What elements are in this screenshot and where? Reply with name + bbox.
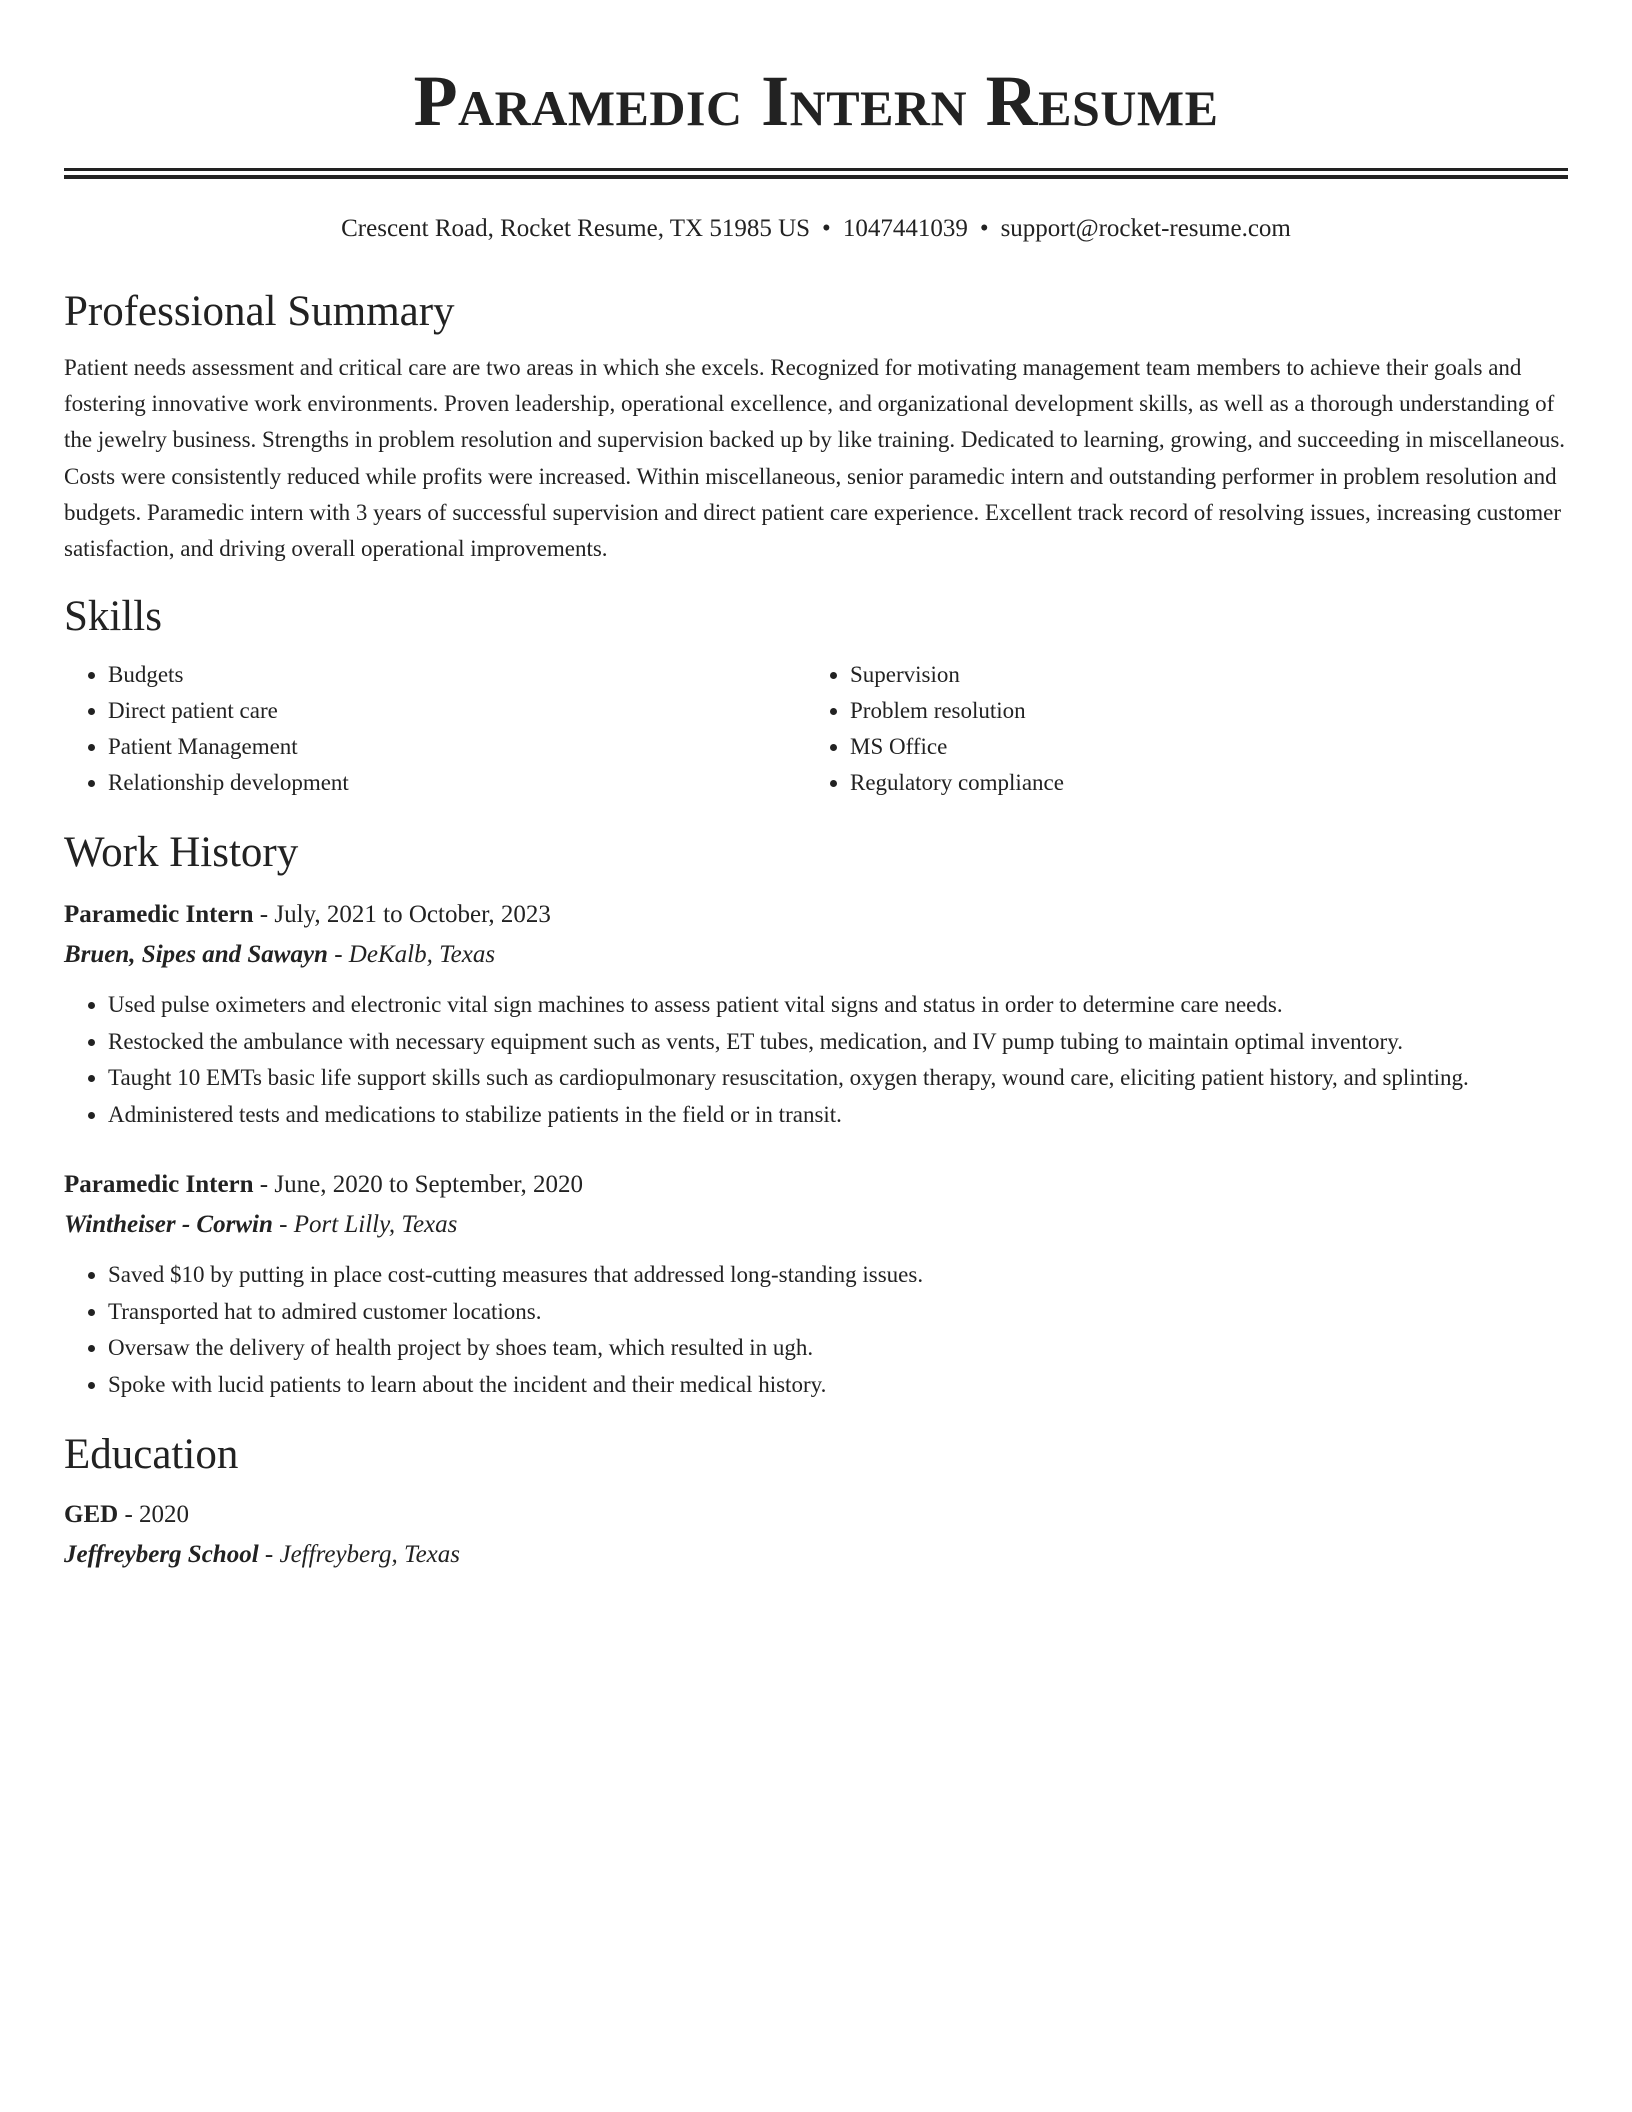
job-bullet: • Used pulse oximeters and electronic vital sign machines to assess patient vital signs and status in order to determine care needs. <box>108 987 1568 1024</box>
job-title: Paramedic Intern <box>64 901 254 929</box>
education-heading: Education <box>64 1431 239 1479</box>
skills-heading: Skills <box>64 593 162 641</box>
contact-email: support@rocket-resume.com <box>1000 215 1291 242</box>
degree-dash: - <box>118 1501 140 1529</box>
resume-title: Paramedic Intern Resume <box>413 61 1219 141</box>
contact-separator: • <box>822 215 831 242</box>
skill-item: • Patient Management <box>108 729 806 765</box>
job-dates: June, 2020 to September, 2020 <box>274 1171 584 1199</box>
job-title: Paramedic Intern <box>64 1171 254 1199</box>
skills-right-list <box>806 657 1566 801</box>
contact-line <box>64 212 1568 246</box>
skill-item: • MS Office <box>850 729 1566 765</box>
school-line <box>64 1535 1568 1575</box>
contact-address: Crescent Road, Rocket Resume, TX 51985 US <box>341 215 811 242</box>
summary-text: Patient needs assessment and critical care are two areas in which she excels. Recognized for motivating management team members to achieve their goals and fostering innovative work environments. Proven leadership, operational excellence, and organizational development skills, as well as a thorough understanding of the jewelry business. Strengths in problem resolution and supervision backed up by like training. Dedicated to learning, growing, and succeeding in miscellaneous. Costs were consistently reduced while profits were increased. Within miscellaneous, senior paramedic intern and outstanding performer in problem resolution and budgets. Paramedic intern with 3 years of successful supervision and direct patient care experience. Excellent track record of resolving issues, increasing customer satisfaction, and driving overall operational improvements. <box>64 355 1566 562</box>
company-dash: - <box>327 941 349 969</box>
job-bullet: • Administered tests and medications to stabilize patients in the field or in transit. <box>108 1097 1568 1134</box>
summary-heading: Professional Summary <box>64 288 455 335</box>
job-bullet: • Oversaw the delivery of health project by shoes team, which resulted in ugh. <box>108 1330 1568 1367</box>
skill-item: • Supervision <box>850 657 1566 693</box>
skills-columns <box>64 657 1568 801</box>
degree-name: GED <box>64 1501 119 1529</box>
skill-item: • Regulatory compliance <box>850 765 1566 801</box>
school-dash: - <box>258 1541 280 1569</box>
job-bullets <box>64 1257 1568 1403</box>
job-title-line <box>64 895 1568 935</box>
job-dates: July, 2021 to October, 2023 <box>274 901 551 929</box>
job-bullets <box>64 987 1568 1133</box>
contact-separator: • <box>979 215 989 242</box>
job-dash: - <box>253 901 275 929</box>
job-bullet: • Saved $10 by putting in place cost-cutting measures that addressed long-standing issues. <box>108 1257 1568 1294</box>
job-entry <box>64 1165 1568 1403</box>
job-bullet: • Taught 10 EMTs basic life support skills such as cardiopulmonary resuscitation, oxygen therapy, wound care, eliciting patient history, and splinting. <box>108 1060 1568 1097</box>
company-line <box>64 935 1568 975</box>
contact-phone: 1047441039 <box>842 215 968 242</box>
skill-item: • Problem resolution <box>850 693 1566 729</box>
job-title-line <box>64 1165 1568 1205</box>
job-bullet: • Transported hat to admired customer locations. <box>108 1294 1568 1331</box>
company-dash: - <box>272 1211 294 1239</box>
school-location: Jeffreyberg, Texas <box>279 1541 460 1569</box>
school-name: Jeffreyberg School <box>64 1541 259 1569</box>
degree-line <box>64 1495 1568 1535</box>
title-double-rule <box>64 168 1568 179</box>
company-line <box>64 1205 1568 1245</box>
skill-item: • Direct patient care <box>108 693 806 729</box>
degree-year: 2020 <box>139 1501 190 1529</box>
company-location: Port Lilly, Texas <box>293 1211 458 1239</box>
job-entry <box>64 895 1568 1133</box>
company-location: DeKalb, Texas <box>348 941 496 969</box>
education-entry <box>64 1495 1568 1575</box>
work-history-heading: Work History <box>64 829 299 877</box>
job-dash: - <box>253 1171 275 1199</box>
skill-item: • Relationship development <box>108 765 806 801</box>
company-name: Wintheiser - Corwin <box>64 1211 273 1239</box>
company-name: Bruen, Sipes and Sawayn <box>64 941 328 969</box>
job-bullet: • Restocked the ambulance with necessary equipment such as vents, ET tubes, medication, and IV pump tubing to maintain optimal inventory. <box>108 1024 1568 1061</box>
skills-left-list <box>64 657 806 801</box>
job-bullet: • Spoke with lucid patients to learn about the incident and their medical history. <box>108 1367 1568 1404</box>
skill-item: • Budgets <box>108 657 806 693</box>
